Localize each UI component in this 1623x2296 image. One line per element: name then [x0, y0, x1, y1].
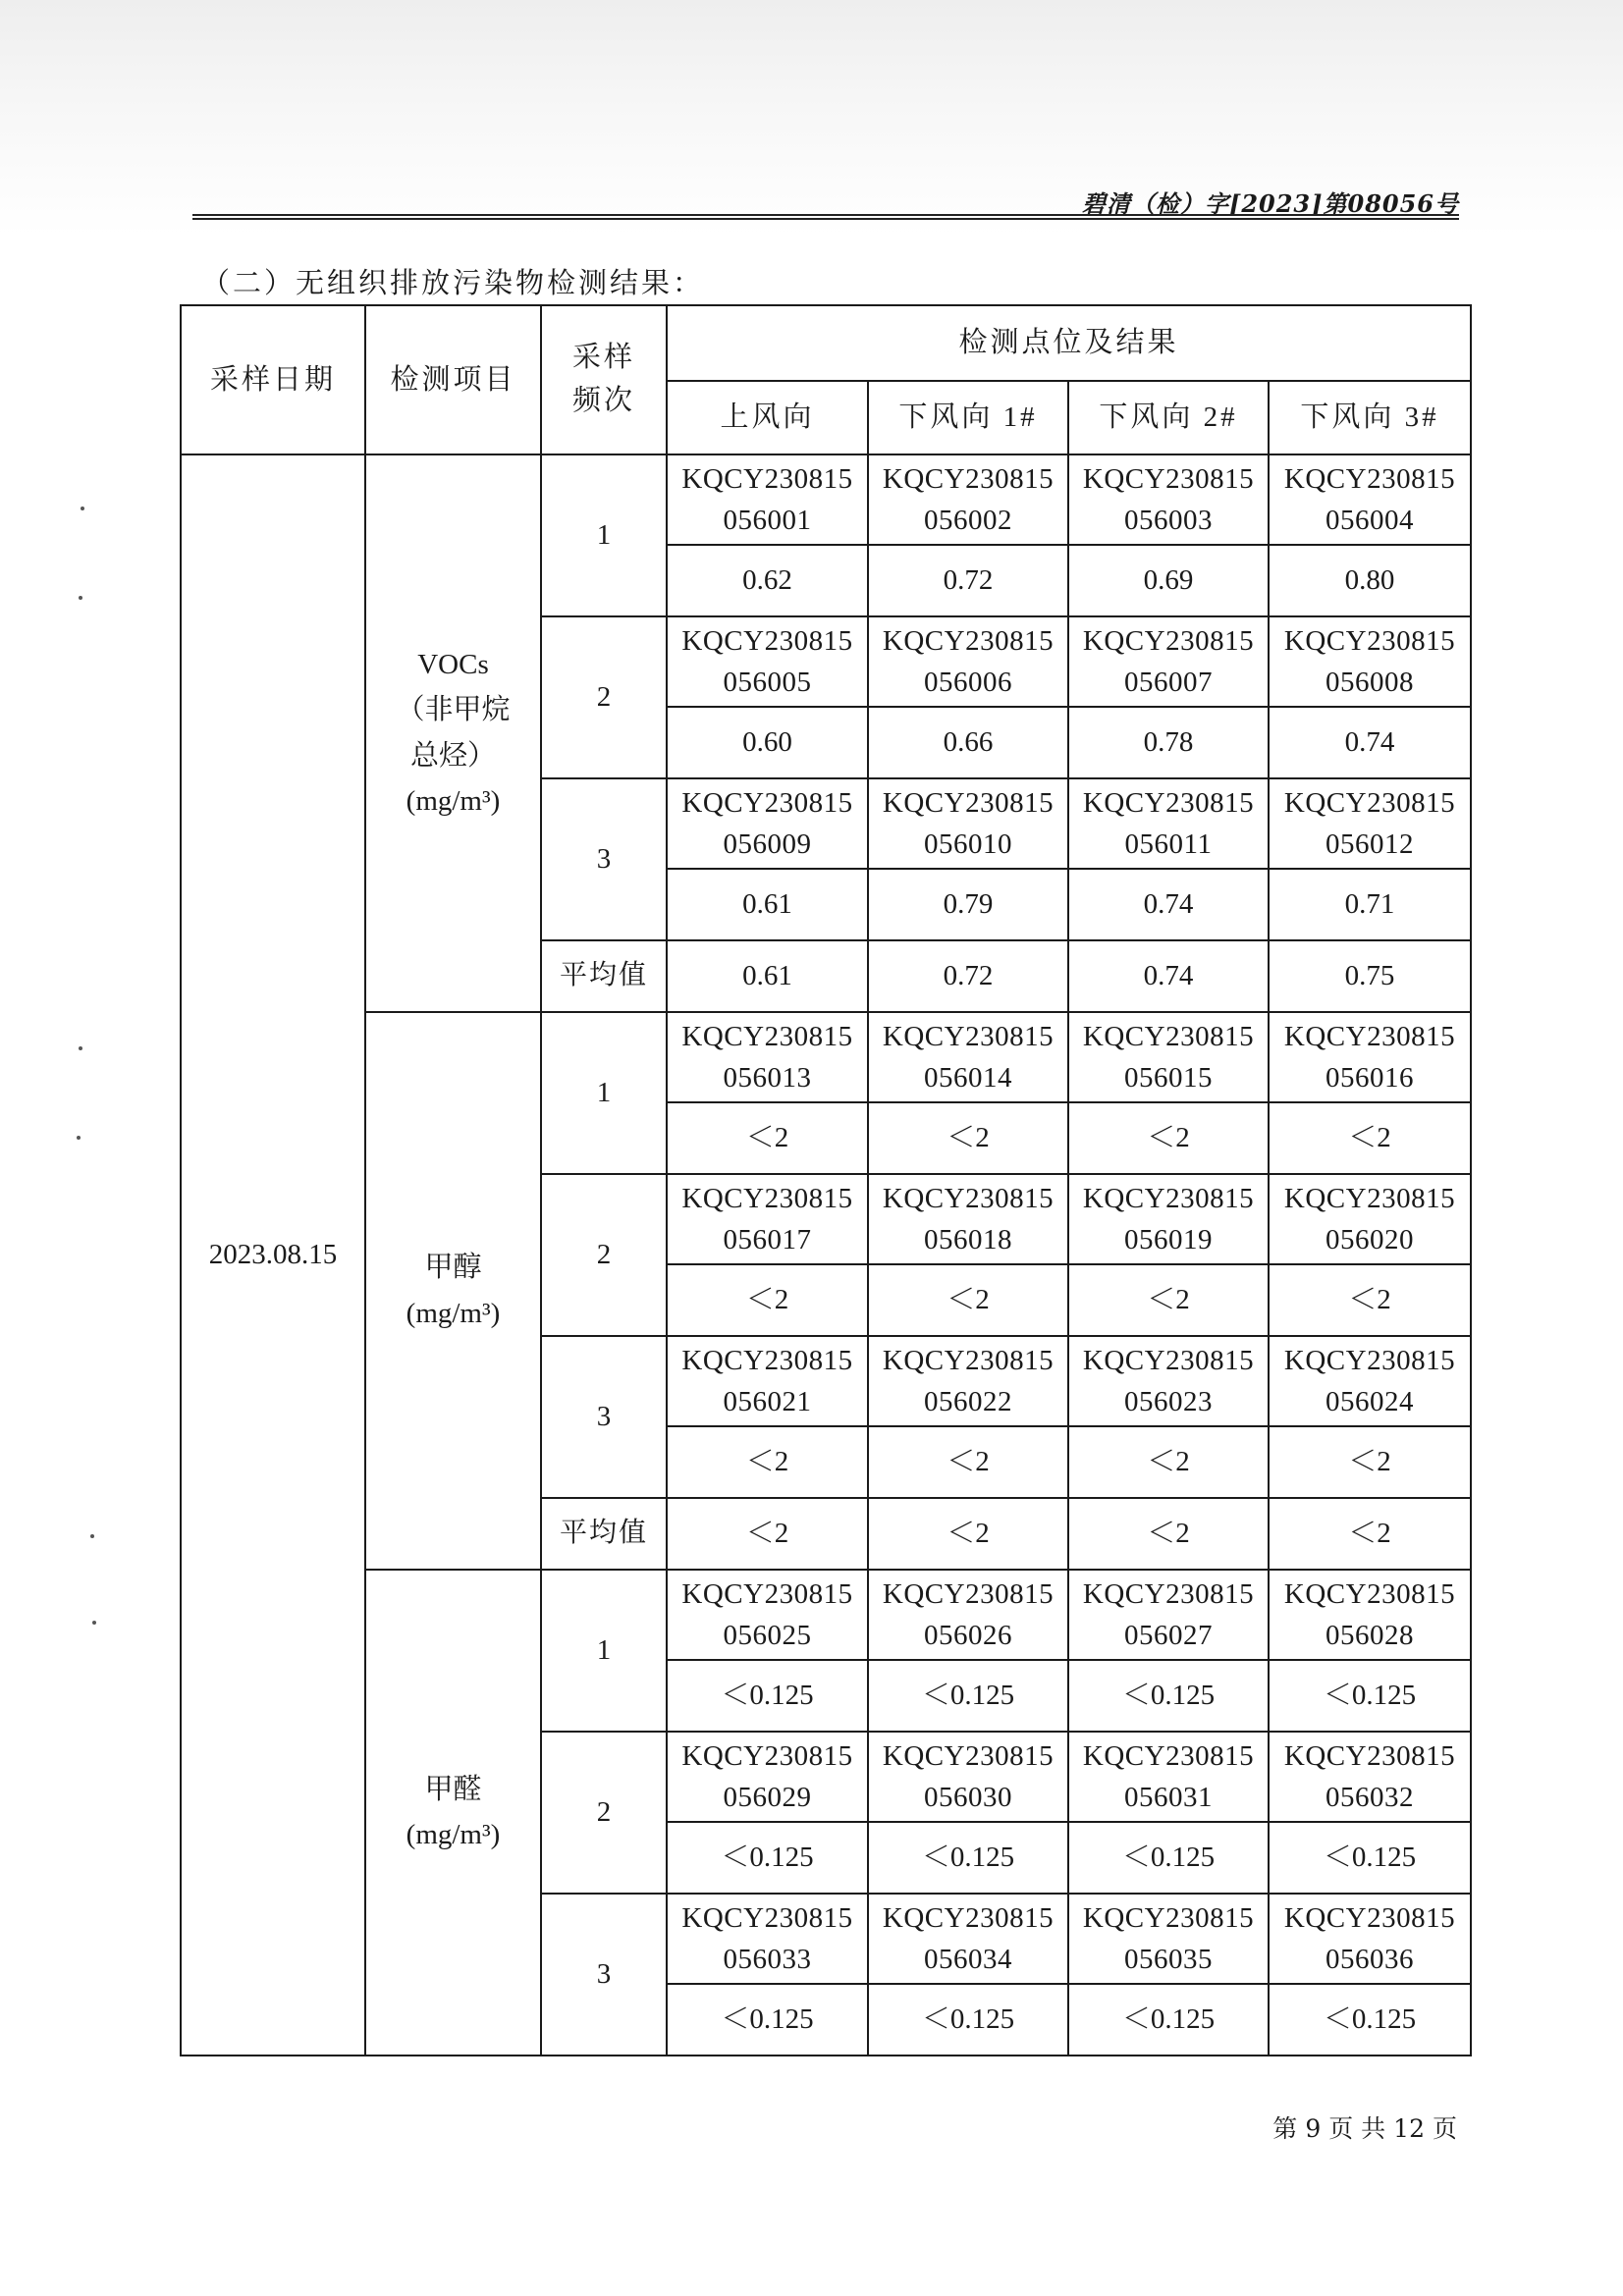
average-value-cell: ＜2: [868, 1498, 1068, 1570]
results-body: [181, 305, 1471, 2056]
footer-suffix: 页: [1432, 2114, 1457, 2143]
sample-code-cell: KQCY230815056017: [667, 1174, 868, 1264]
footer-page-number: 9: [1305, 2114, 1322, 2143]
sample-code-cell: KQCY230815056025: [667, 1570, 868, 1660]
frequency-cell: 3: [541, 778, 667, 940]
sample-code-cell: KQCY230815056013: [667, 1012, 868, 1102]
sample-code-cell: KQCY230815056012: [1269, 778, 1471, 869]
col-header-point: 下风向 3#: [1269, 381, 1471, 454]
average-value-cell: 0.74: [1068, 940, 1269, 1012]
sample-code-cell: KQCY230815056022: [868, 1336, 1068, 1426]
result-value-cell: ＜0.125: [1068, 1822, 1269, 1894]
result-value-cell: ＜0.125: [1269, 1984, 1471, 2056]
result-value-cell: 0.72: [868, 545, 1068, 616]
result-value-cell: ＜2: [1068, 1102, 1269, 1174]
result-value-cell: ＜0.125: [1269, 1660, 1471, 1732]
average-value-cell: 0.75: [1269, 940, 1471, 1012]
result-value-cell: 0.66: [868, 707, 1068, 778]
result-value-cell: ＜2: [1068, 1426, 1269, 1498]
average-label-cell: 平均值: [541, 940, 667, 1012]
sample-code-cell: KQCY230815056034: [868, 1894, 1068, 1984]
result-value-cell: 0.79: [868, 869, 1068, 940]
average-value-cell: ＜2: [1068, 1498, 1269, 1570]
sample-code-cell: KQCY230815056009: [667, 778, 868, 869]
result-value-cell: 0.62: [667, 545, 868, 616]
sample-code-cell: KQCY230815056032: [1269, 1732, 1471, 1822]
result-value-cell: ＜0.125: [667, 1984, 868, 2056]
result-value-cell: 0.71: [1269, 869, 1471, 940]
frequency-cell: 2: [541, 616, 667, 778]
sample-code-cell: KQCY230815056029: [667, 1732, 868, 1822]
result-value-cell: ＜2: [667, 1426, 868, 1498]
sample-code-cell: KQCY230815056014: [868, 1012, 1068, 1102]
sample-code-row: [181, 1012, 1471, 1102]
detection-item-cell: [365, 1012, 541, 1570]
average-label-cell: 平均值: [541, 1498, 667, 1570]
sampling-date-cell: 2023.08.15: [181, 454, 365, 2056]
item-unit: (mg/m³): [406, 1819, 501, 1851]
col-header-item: 检测项目: [365, 305, 541, 454]
col-header-points-group: 检测点位及结果: [667, 305, 1471, 381]
sample-code-cell: KQCY230815056024: [1269, 1336, 1471, 1426]
sample-code-cell: KQCY230815056021: [667, 1336, 868, 1426]
frequency-cell: 1: [541, 454, 667, 616]
frequency-cell: 1: [541, 1012, 667, 1174]
col-header-frequency: 采样频次: [541, 305, 667, 454]
item-name: VOCs（非甲烷总烃）: [396, 649, 511, 772]
section-title: （二）无组织排放污染物检测结果：: [201, 266, 705, 299]
result-value-cell: ＜2: [868, 1264, 1068, 1336]
result-value-cell: ＜0.125: [667, 1822, 868, 1894]
col-header-point: 下风向 1#: [868, 381, 1068, 454]
sample-code-cell: KQCY230815056005: [667, 616, 868, 707]
sample-code-cell: KQCY230815056016: [1269, 1012, 1471, 1102]
average-value-cell: ＜2: [667, 1498, 868, 1570]
result-value-cell: ＜0.125: [868, 1984, 1068, 2056]
sample-code-cell: KQCY230815056033: [667, 1894, 868, 1984]
sample-code-cell: KQCY230815056027: [1068, 1570, 1269, 1660]
result-value-cell: ＜2: [868, 1102, 1068, 1174]
detection-item-cell: [365, 1570, 541, 2056]
footer-prefix: 第: [1272, 2114, 1298, 2143]
sample-code-row: [181, 1570, 1471, 1660]
sample-code-cell: KQCY230815056018: [868, 1174, 1068, 1264]
average-value-cell: ＜2: [1269, 1498, 1471, 1570]
sample-code-cell: KQCY230815056030: [868, 1732, 1068, 1822]
sample-code-cell: KQCY230815056006: [868, 616, 1068, 707]
result-value-cell: ＜2: [667, 1264, 868, 1336]
results-table: [180, 304, 1472, 2056]
sample-code-cell: KQCY230815056001: [667, 454, 868, 545]
header-rule-bottom: [192, 218, 1459, 220]
sample-code-cell: KQCY230815056011: [1068, 778, 1269, 869]
sample-code-cell: KQCY230815056036: [1269, 1894, 1471, 1984]
header-rule-top: [192, 214, 1459, 216]
result-value-cell: ＜0.125: [1269, 1822, 1471, 1894]
result-value-cell: ＜0.125: [868, 1822, 1068, 1894]
result-value-cell: ＜2: [1269, 1426, 1471, 1498]
page-footer: [1269, 2109, 1461, 2145]
result-value-cell: 0.69: [1068, 545, 1269, 616]
sample-code-cell: KQCY230815056026: [868, 1570, 1068, 1660]
sample-code-cell: KQCY230815056010: [868, 778, 1068, 869]
result-value-cell: ＜2: [868, 1426, 1068, 1498]
detection-item-cell: [365, 454, 541, 1012]
col-header-point: 下风向 2#: [1068, 381, 1269, 454]
frequency-cell: 1: [541, 1570, 667, 1732]
header-row-1: [181, 305, 1471, 381]
frequency-cell: 2: [541, 1732, 667, 1894]
result-value-cell: ＜0.125: [667, 1660, 868, 1732]
result-value-cell: ＜2: [667, 1102, 868, 1174]
footer-mid: 页 共: [1328, 2114, 1386, 2143]
sample-code-cell: KQCY230815056003: [1068, 454, 1269, 545]
average-value-cell: 0.72: [868, 940, 1068, 1012]
sample-code-cell: KQCY230815056004: [1269, 454, 1471, 545]
frequency-cell: 2: [541, 1174, 667, 1336]
item-unit: (mg/m³): [406, 785, 501, 818]
result-value-cell: 0.78: [1068, 707, 1269, 778]
sample-code-cell: KQCY230815056002: [868, 454, 1068, 545]
sample-code-cell: KQCY230815056031: [1068, 1732, 1269, 1822]
sample-code-cell: KQCY230815056023: [1068, 1336, 1269, 1426]
sample-code-cell: KQCY230815056007: [1068, 616, 1269, 707]
item-name: 甲醇: [424, 1252, 482, 1284]
sample-code-cell: KQCY230815056015: [1068, 1012, 1269, 1102]
frequency-cell: 3: [541, 1894, 667, 2056]
sample-code-cell: KQCY230815056020: [1269, 1174, 1471, 1264]
result-value-cell: ＜2: [1269, 1264, 1471, 1336]
item-name: 甲醛: [424, 1773, 482, 1805]
result-value-cell: 0.80: [1269, 545, 1471, 616]
item-unit: (mg/m³): [406, 1297, 501, 1329]
result-value-cell: 0.60: [667, 707, 868, 778]
report-number: 碧清（检）字[2023]第08056号: [1081, 189, 1459, 218]
result-value-cell: 0.74: [1068, 869, 1269, 940]
sample-code-cell: KQCY230815056008: [1269, 616, 1471, 707]
col-header-date: 采样日期: [181, 305, 365, 454]
col-header-point: 上风向: [667, 381, 868, 454]
frequency-cell: 3: [541, 1336, 667, 1498]
result-value-cell: ＜0.125: [1068, 1660, 1269, 1732]
sample-code-cell: KQCY230815056019: [1068, 1174, 1269, 1264]
result-value-cell: ＜2: [1269, 1102, 1471, 1174]
result-value-cell: ＜2: [1068, 1264, 1269, 1336]
result-value-cell: 0.61: [667, 869, 868, 940]
sample-code-row: [181, 454, 1471, 545]
footer-total-pages: 12: [1393, 2114, 1425, 2143]
result-value-cell: ＜0.125: [1068, 1984, 1269, 2056]
sample-code-cell: KQCY230815056028: [1269, 1570, 1471, 1660]
result-value-cell: ＜0.125: [868, 1660, 1068, 1732]
sample-code-cell: KQCY230815056035: [1068, 1894, 1269, 1984]
average-value-cell: 0.61: [667, 940, 868, 1012]
result-value-cell: 0.74: [1269, 707, 1471, 778]
